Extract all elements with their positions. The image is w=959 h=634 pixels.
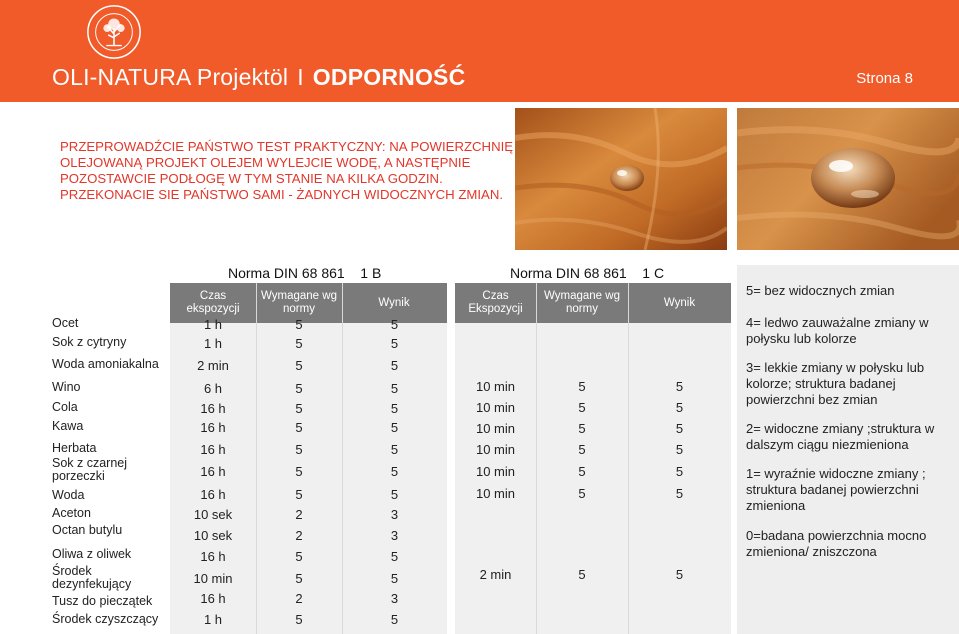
table-cell: 5: [578, 464, 586, 479]
column-header-exposure-1b: Czas ekspozycji: [186, 290, 240, 315]
table-cell: 5: [578, 400, 586, 415]
table-cell: 5: [675, 486, 684, 501]
norm-1c-title: Norma DIN 68 861 1 C: [510, 265, 665, 281]
page-number: Strona 8: [856, 70, 913, 87]
table-cell: 10 min: [475, 400, 516, 415]
legend-item: 0=badana powierzchnia mocno zmieniona/ zniszczona: [746, 528, 927, 559]
table-cell: 2: [295, 528, 303, 543]
table-cell: 5: [578, 379, 586, 394]
norm-1b-title: Norma DIN 68 861 1 B: [228, 265, 382, 281]
row-label: Herbata: [52, 441, 97, 455]
row-label: Sok z cytryny: [52, 335, 127, 349]
column-header-required-1c: Wymagane wg normy: [544, 290, 620, 315]
table-cell: 1 h: [203, 336, 223, 351]
intro-line: OLEJOWANĄ PROJEKT OLEJEM WYLEJCIE WODĘ, A NASTĘPNIE: [60, 155, 471, 170]
table-cell: 5: [295, 336, 303, 351]
table-cell: 5: [295, 401, 303, 416]
table-cell: 5: [390, 549, 399, 564]
table-cell: 5: [295, 358, 303, 373]
header-bar: [0, 0, 959, 102]
legend-item: 3= lekkie zmiany w połysku lub kolorze; struktura badanej powierzchni bez zmian: [746, 360, 925, 407]
table-cell: 5: [578, 442, 586, 457]
table-cell: 5: [390, 381, 399, 396]
row-label: Woda: [52, 488, 85, 502]
intro-line: POZOSTAWCIE PODŁOGĘ W TYM STANIE NA KILKA GODZIN.: [60, 171, 443, 186]
legend-item: 4= ledwo zauważalne zmiany w połysku lub kolorze: [746, 315, 929, 346]
row-label: Aceton: [52, 506, 91, 520]
table-cell: 2: [295, 507, 303, 522]
table-cell: 5: [390, 487, 399, 502]
table-cell: 5: [390, 401, 399, 416]
legend-item: 2= widoczne zmiany ;struktura w dalszym ciągu niezmieniona: [746, 421, 935, 452]
column-header-result-1b: Wynik: [378, 297, 410, 309]
column-header-required-1b: Wymagane wg normy: [261, 290, 337, 315]
table-cell: 16 h: [200, 401, 226, 416]
table-cell: 5: [295, 420, 303, 435]
table-cell: 3: [390, 591, 399, 606]
table-cell: 5: [295, 317, 303, 332]
table-cell: 1 h: [203, 612, 223, 627]
table-cell: 3: [390, 507, 399, 522]
title-main: OLI-NATURA Projektöl: [52, 64, 289, 90]
table-cell: 10 min: [475, 442, 516, 457]
table-cell: 2 min: [479, 567, 512, 582]
title-section: ODPORNOŚĆ: [312, 64, 466, 90]
table-cell: 10 sek: [193, 507, 233, 522]
table-cell: 5: [675, 442, 684, 457]
wood-water-drop-closeup-photo: [737, 108, 959, 250]
column-header-result-1c: Wynik: [663, 297, 696, 309]
table-cell: 5: [578, 567, 586, 582]
table-cell: 5: [295, 381, 303, 396]
table-cell: 5: [295, 612, 303, 627]
table-cell: 10 min: [475, 379, 516, 394]
table-cell: 5: [675, 379, 684, 394]
wood-water-drop-photo: [515, 108, 727, 250]
table-cell: 5: [390, 358, 399, 373]
legend-item: 5= bez widocznych zmian: [746, 283, 895, 298]
table-cell: 3: [390, 528, 399, 543]
table-cell: 16 h: [200, 549, 226, 564]
table-cell: 5: [675, 567, 684, 582]
row-label: Oliwa z oliwek: [52, 547, 132, 561]
intro-line: PRZEPROWADŹCIE PAŃSTWO TEST PRAKTYCZNY: NA POWIERZCHNIĘ: [60, 139, 514, 154]
table-cell: 2 min: [197, 358, 229, 373]
row-label: Środek czyszczący: [52, 612, 159, 626]
column-header-exposure-1c: Czas Ekspozycji: [468, 290, 523, 315]
table-cell: 5: [295, 464, 303, 479]
table-cell: 10 min: [475, 464, 516, 479]
table-cell: 10 min: [475, 486, 516, 501]
row-label: Środek dezynfekujący: [52, 564, 132, 591]
table-cell: 5: [390, 612, 399, 627]
row-label: Sok z czarnej porzeczki: [52, 456, 128, 483]
table-cell: 10 min: [193, 571, 233, 586]
table-cell: 2: [295, 591, 303, 606]
table-cell: 6 h: [203, 381, 223, 396]
table-cell: 10 sek: [193, 528, 233, 543]
intro-line: PRZEKONACIE SIE PAŃSTWO SAMI - ŻADNYCH WIDOCZNYCH ZMIAN.: [60, 187, 504, 202]
row-label: Cola: [52, 400, 78, 414]
legend-item: 1= wyraźnie widoczne zmiany ; struktura badanej powierzchni zmieniona: [746, 466, 926, 513]
table-cell: 5: [390, 442, 399, 457]
table-cell: 16 h: [200, 420, 226, 435]
table-cell: 5: [390, 336, 399, 351]
table-cell: 5: [578, 421, 586, 436]
intro-text: [60, 139, 520, 203]
table-cell: 5: [390, 420, 399, 435]
table-cell: 16 h: [200, 487, 226, 502]
row-label: Wino: [52, 380, 81, 394]
table-cell: 16 h: [200, 464, 226, 479]
title-separator: I: [297, 64, 304, 90]
table-cell: 5: [675, 400, 684, 415]
row-label: Octan butylu: [52, 523, 123, 537]
table-cell: 5: [295, 549, 303, 564]
table-cell: 5: [295, 442, 303, 457]
table-cell: 5: [390, 571, 399, 586]
table-cell: 16 h: [200, 442, 226, 457]
table-cell: 10 min: [475, 421, 516, 436]
table-cell: 5: [390, 317, 399, 332]
table-cell: 5: [390, 464, 399, 479]
row-label: Tusz do pieczątek: [52, 594, 153, 608]
row-label: Ocet: [52, 316, 79, 330]
table-cell: 1 h: [203, 317, 223, 332]
table-cell: 5: [295, 571, 303, 586]
row-label: Woda amoniakalna: [52, 357, 159, 371]
table-cell: 16 h: [200, 591, 226, 606]
oli-natura-logo: [85, 3, 143, 61]
table-cell: 5: [675, 421, 684, 436]
row-label: Kawa: [52, 419, 84, 433]
table-cell: 5: [578, 486, 586, 501]
table-cell: 5: [295, 487, 303, 502]
page-title: [52, 64, 465, 91]
table-cell: 5: [675, 464, 684, 479]
